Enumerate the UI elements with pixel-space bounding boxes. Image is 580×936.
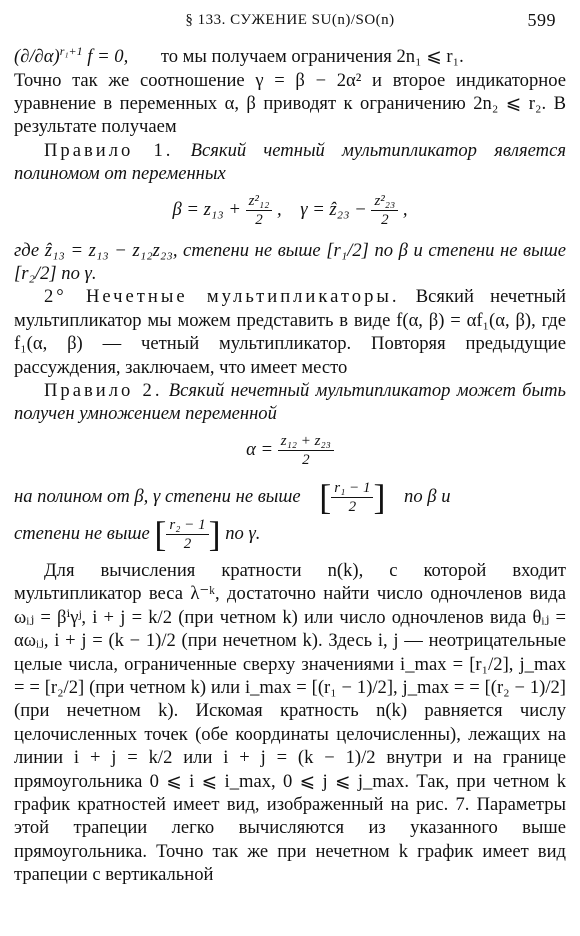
page-body (14, 40, 566, 887)
formula-gamma-left: , γ = ẑ₂₃ − (277, 198, 367, 220)
rule-2-line-a-end: по β и (404, 485, 451, 507)
fraction-alpha (278, 432, 334, 469)
rule-2-line-b-text: степени не выше (14, 522, 150, 544)
fraction-alpha-denominator: 2 (302, 451, 310, 468)
rule-1 (14, 139, 566, 186)
running-title: § 133. СУЖЕНИЕ SU(n)/SO(n) (185, 12, 395, 28)
bracket-fraction-r1 (331, 479, 373, 516)
derivative-exponent: r₁+1 (59, 44, 83, 58)
rule-2-formula (14, 432, 566, 469)
rule-1-formula (14, 192, 566, 229)
bracket-left-icon: [ (154, 513, 167, 554)
first-line (14, 40, 566, 69)
section-odd-multipliers (14, 285, 566, 379)
fraction-z12 (246, 192, 273, 229)
formula-beta-left: β = z₁₃ + (172, 198, 241, 220)
bracket-right-icon: ] (208, 513, 221, 554)
rule-2-label: Правило 2. (44, 380, 163, 402)
derivative-operator: (∂/∂α) (14, 46, 60, 68)
fraction-z23-denominator: 2 (381, 211, 389, 228)
bracket-fraction-r2-denominator: 2 (183, 535, 192, 552)
formula-alpha-left: α = (246, 438, 274, 460)
rule-2 (14, 379, 566, 426)
paragraph-multiplicity: Для вычисления кратности n(k), с которой входит мультипликатор веса λ⁻ᵏ, достаточно найти число одночленов вида ωᵢⱼ = βⁱγʲ, i + j = k/2 (при четном k) или число одночленов вида θᵢⱼ = αωᵢⱼ, i + j = (k − 1)/2 (при нечетном k). Здесь i, j — неотрицательные целые числа, ограниченные сверху значениями i_max = [r₁/2], j_max = = [r₂/2] (при четном k) или i_max = [(r₁ − 1)/2], j_max = = [(r₂ − 1)/2] (при нечетном k). Искомая кратность n(k) равняется числу целочисленных точек (обе координаты целочисленны), лежащих на линии i + j = k/2 или i + j = (k − 1)/2 внутри и на границе прямоугольника 0 ⩽ i ⩽ i_max, 0 ⩽ j ⩽ j_max. Так, при четном k график кратностей имеет вид, изображенный на рис. 7. Параметры этой трапеции легко вычисляются из указанного выше прямоугольника. Точно так же при нечетном k график имеет вид трапеции с вертикальной (14, 559, 566, 886)
fraction-z12-numerator: z²₁₂ (246, 192, 273, 211)
bracket-fraction-r1-denominator: 2 (348, 498, 357, 515)
fraction-z12-denominator: 2 (255, 211, 263, 228)
bracket-fraction-r1-numerator: r₁ − 1 (331, 479, 373, 498)
rule-2-text: Всякий нечетный мультипликатор может быть получен умножением переменной (14, 380, 566, 425)
rule-1-text: Всякий четный мультипликатор является полиномом от переменных (14, 139, 566, 185)
paragraph-1: Точно так же соотношение γ = β − 2α² и второе индикаторное уравнение в переменных α, β приводят к ограничению 2n₂ ⩽ r₂. В результате получаем (14, 69, 566, 138)
formula-end: , (402, 198, 408, 220)
bracket-fraction-r2 (166, 516, 208, 553)
rule-2-line-a (14, 476, 566, 517)
first-line-text: то мы получаем ограничения 2n₁ ⩽ r₁. (160, 46, 464, 68)
rule-2-line-b-end: по γ. (225, 522, 261, 544)
section-2-text: Всякий нечетный мультипликатор мы можем представить в виде f(α, β) = αf₁(α, β), где f₁(α, β) — четный мультипликатор. Повторяя предыдущие рассуждения, заключаем, что имеет место (14, 286, 566, 378)
equation-rest: f = 0, (87, 46, 129, 68)
bracket-right-icon: ] (373, 476, 386, 517)
fraction-alpha-numerator: z₁₂ + z₂₃ (278, 432, 334, 451)
page-number: 599 (527, 10, 556, 30)
section-2-label: 2° Нечетные мультипликаторы. (44, 286, 400, 308)
bracket-fraction-r2-numerator: r₂ − 1 (166, 516, 208, 535)
rule-2-line-b (14, 513, 566, 554)
page-header (14, 8, 566, 40)
rule-1-continuation: где ẑ₁₃ = z₁₃ − z₁₂z₂₃, степени не выше [r₁/2] по β и степени не выше [r₂/2] по γ. (14, 239, 566, 285)
fraction-z23 (371, 192, 398, 229)
bracket-left-icon: [ (319, 476, 332, 517)
rule-2-line-a-text: на полином от β, γ степени не выше (14, 485, 301, 507)
fraction-z23-numerator: z²₂₃ (371, 192, 398, 211)
rule-1-label: Правило 1. (44, 139, 174, 161)
